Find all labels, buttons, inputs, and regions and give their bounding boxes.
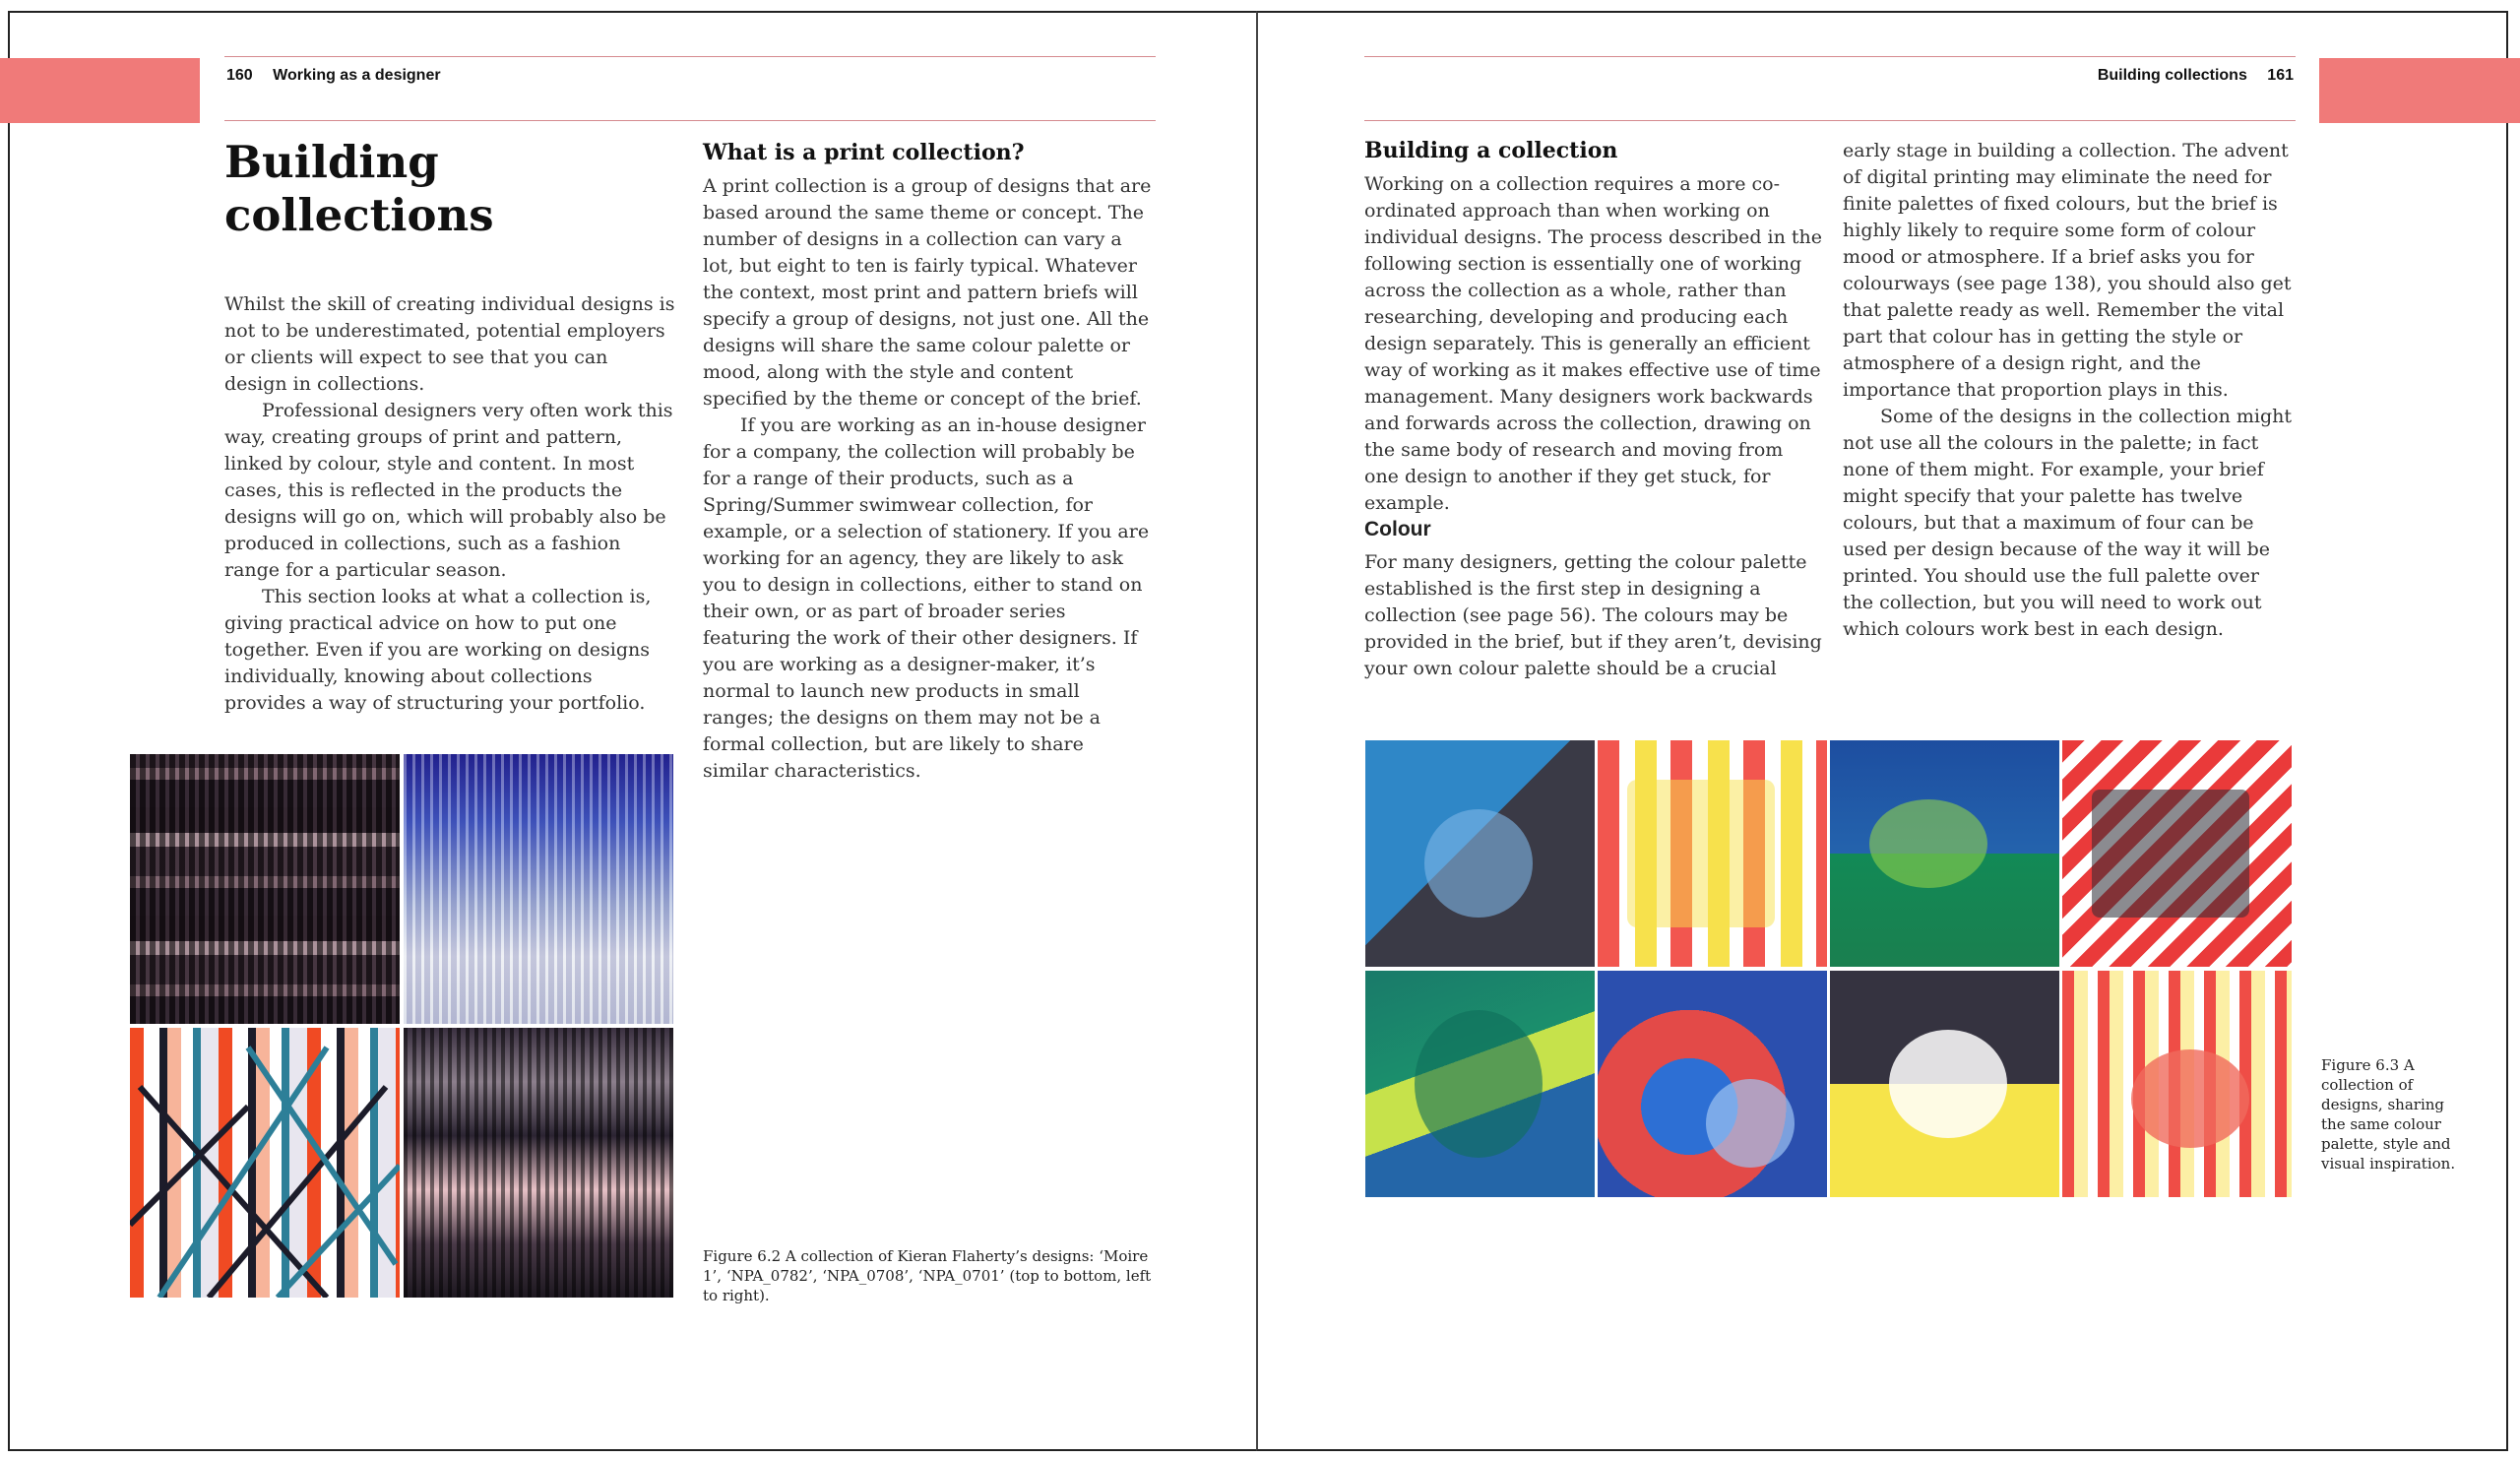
collection-design-2	[1598, 740, 1827, 967]
page-title-line-1: Building	[224, 136, 439, 188]
right-running-head	[2098, 67, 2294, 85]
intro-paragraph: This section looks at what a collection is, giving practical advice on how to put one together. Even if you are working on designs individually, knowing about collections provides a way of structuring your portfolio.	[224, 586, 652, 714]
building-collection-text	[1364, 171, 1823, 517]
body-paragraph: For many designers, getting the colour palette established is the first step in designing a collection (see page 56). The colours may be provided in the brief, but if they aren’t, devising your own colour palette should be a crucial	[1364, 551, 1822, 679]
figure-tile-npa-0701	[404, 1028, 673, 1298]
body-paragraph: early stage in building a collection. The advent of digital printing may eliminate the need for finite palettes of fixed colours, but the brief is highly likely to require some form of colour mood or atmosphere. If a brief asks you for colourways (see page 138), you should also get that palette ready as well. Remember the vital part that colour has in getting the style or atmosphere of a design right, and the importance that proportion plays in this.	[1843, 140, 2292, 401]
body-paragraph: Some of the designs in the collection might not use all the colours in the palette; in fact none of them might. For example, your brief might specify that your palette has twelve colours, but that a maximum of four can be used per design because of the way it will be printed. You should use the full palette over the collection, but you will need to work out which colours work best in each design.	[1843, 406, 2293, 640]
left-header-rule	[224, 120, 1156, 121]
figure-tile-npa-0782	[404, 754, 673, 1024]
collection-design-5	[1365, 971, 1595, 1197]
body-paragraph: If you are working as an in-house designer for a company, the collection will probably be for a range of their products, such as a Spring/Summer swimwear collection, for example, or a selection of stationery. If you are working for an agency, they are likely to ask you to design in collections, either to stand on their own, or as part of broader series featuring the work of their other designers. If you are working as a designer-maker, it’s normal to launch new products in small ranges; the designs on them may not be a formal collection, but are likely to share similar characteristics.	[703, 414, 1150, 782]
colour-heading: Colour	[1364, 518, 1431, 540]
figure-6-3-caption: Figure 6.3 A collection of designs, sharing the same colour palette, style and visual inspiration.	[2321, 1056, 2456, 1173]
collection-design-3	[1830, 740, 2059, 967]
right-top-rule	[1364, 56, 2296, 57]
left-section-title: Working as a designer	[273, 67, 441, 84]
colour-continued-text	[1843, 138, 2296, 643]
figure-tile-npa-0708	[130, 1028, 400, 1298]
figure-tile-moire-1	[130, 754, 400, 1024]
right-section-title: Building collections	[2097, 67, 2247, 84]
right-page-number: 161	[2267, 67, 2294, 84]
left-top-rule	[224, 56, 1156, 57]
figure-6-2-caption: Figure 6.2 A collection of Kieran Flaherty’s designs: ‘Moire 1’, ‘NPA_0782’, ‘NPA_0708’, ‘NPA_0701’ (top to bottom, left to right).	[703, 1247, 1152, 1304]
body-paragraph: A print collection is a group of designs that are based around the same theme or concept. The number of designs in a collection can vary a lot, but eight to ten is fairly typical. Whatever the context, most print and pattern briefs will specify a group of designs, not just one. All the designs will share the same colour palette or mood, along with the style and content specified by the theme or concept of the brief.	[703, 175, 1152, 410]
intro-text	[224, 291, 675, 717]
diagonal-lines-graphic	[130, 1028, 400, 1298]
collection-design-6	[1598, 971, 1827, 1197]
left-running-head	[226, 67, 441, 85]
left-colour-tab	[0, 58, 200, 123]
collection-design-7	[1830, 971, 2059, 1197]
print-collection-text	[703, 173, 1154, 785]
right-header-rule	[1364, 120, 2296, 121]
right-colour-tab	[2319, 58, 2520, 123]
collection-design-4	[2062, 740, 2292, 967]
collection-design-1	[1365, 740, 1595, 967]
intro-paragraph: Professional designers very often work this way, creating groups of print and pattern, linked by colour, style and content. In most cases, this is reflected in the products the designs will go on, which will probably also be produced in collections, such as a fashion range for a particular season.	[224, 400, 673, 581]
print-collection-heading: What is a print collection?	[703, 140, 1025, 165]
intro-paragraph: Whilst the skill of creating individual designs is not to be underestimated, potential employers or clients will expect to see that you can design in collections.	[224, 293, 675, 395]
left-page-number: 160	[226, 67, 253, 84]
building-collection-heading: Building a collection	[1364, 138, 1618, 163]
page-title	[224, 136, 494, 242]
collection-design-8	[2062, 971, 2292, 1197]
page-title-line-2: collections	[224, 189, 494, 241]
body-paragraph: Working on a collection requires a more co-ordinated approach than when working on individual designs. The process described in the following section is essentially one of working across the collection as a whole, rather than researching, developing and producing each design separately. This is generally an efficient way of working as it makes effective use of time management. Many designers work backwards and forwards across the collection, drawing on the same body of research and moving from one design to another if they get stuck, for example.	[1364, 173, 1823, 514]
colour-text	[1364, 549, 1823, 682]
